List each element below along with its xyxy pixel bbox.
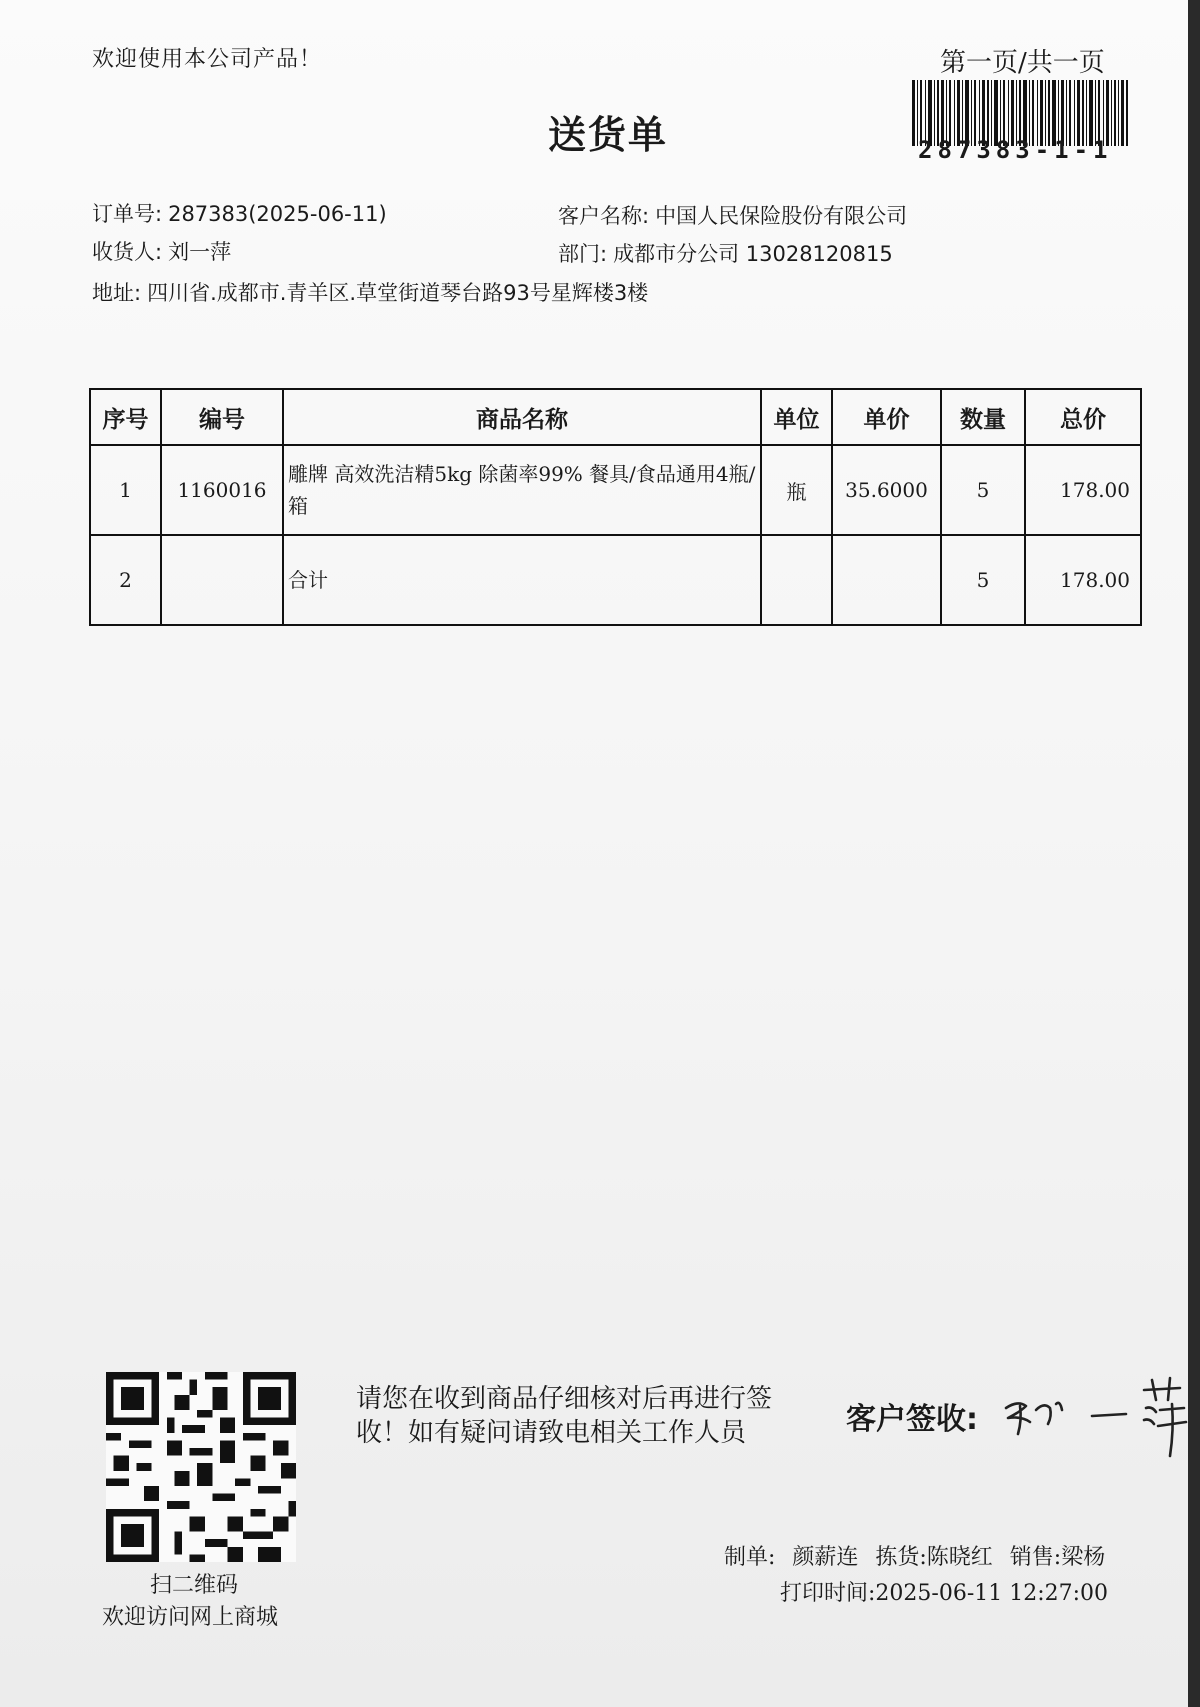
header-total: 总价 [1025, 389, 1141, 445]
document-title: 送货单 [548, 113, 669, 157]
cell-code: 1160016 [161, 445, 283, 535]
staff-info: 制单: 颜薪连 拣货:陈晓红 销售:梁杨 [724, 1545, 1106, 1570]
department-field [558, 238, 893, 268]
receipt-notice: 请您在收到商品仔细核对后再进行签收！如有疑问请致电相关工作人员 [356, 1384, 773, 1448]
items-table [89, 388, 1142, 626]
page-info: 第一页/共一页 [940, 48, 1105, 78]
barcode-number: 287383-1-1 [918, 136, 1113, 164]
receiver-field [92, 236, 231, 266]
cell-product-name: 合计 [283, 535, 761, 625]
address-label: 地址: [92, 281, 142, 305]
customer-name-label: 客户名称: [558, 204, 650, 228]
cell-product-name: 雕牌 高效洗洁精5kg 除菌率99% 餐具/食品通用4瓶/箱 [283, 445, 761, 535]
order-number-label: 订单号: [92, 202, 163, 226]
customer-name-value: 中国人民保险股份有限公司 [655, 204, 908, 228]
table-header-row [90, 389, 1141, 445]
cell-total: 178.00 [1025, 535, 1141, 625]
order-number-field [92, 198, 387, 228]
cell-seq: 1 [90, 445, 161, 535]
qr-caption-scan: 扫二维码 [150, 1573, 239, 1598]
header-code: 编号 [161, 389, 283, 445]
print-time: 打印时间:2025-06-11 12:27:00 [780, 1581, 1109, 1606]
header-quantity: 数量 [941, 389, 1025, 445]
header-unit-price: 单价 [832, 389, 941, 445]
table-row [90, 445, 1141, 535]
customer-name-field [558, 200, 907, 230]
cell-unit [761, 535, 832, 625]
cell-code [161, 535, 283, 625]
address-field [92, 277, 648, 307]
cell-total: 178.00 [1025, 445, 1141, 535]
customer-sign-label: 客户签收: [846, 1402, 978, 1437]
qr-code [106, 1372, 296, 1562]
table-row [90, 535, 1141, 625]
customer-signature [1000, 1360, 1190, 1460]
cell-unit: 瓶 [761, 445, 832, 535]
order-number-value: 287383(2025-06-11) [168, 202, 387, 226]
receiver-label: 收货人: [92, 240, 163, 264]
cell-quantity: 5 [941, 445, 1025, 535]
address-value: 四川省.成都市.青羊区.草堂街道琴台路93号星辉楼3楼 [147, 281, 649, 305]
cell-quantity: 5 [941, 535, 1025, 625]
header-seq: 序号 [90, 389, 161, 445]
qr-caption-visit: 欢迎访问网上商城 [102, 1605, 279, 1630]
receiver-value: 刘一萍 [168, 240, 232, 264]
welcome-text: 欢迎使用本公司产品！ [92, 47, 323, 72]
cell-unit-price: 35.6000 [832, 445, 941, 535]
header-product-name: 商品名称 [283, 389, 761, 445]
cell-seq: 2 [90, 535, 161, 625]
department-label: 部门: [558, 242, 608, 266]
header-unit: 单位 [761, 389, 832, 445]
department-value: 成都市分公司 13028120815 [613, 242, 893, 266]
cell-unit-price [832, 535, 941, 625]
